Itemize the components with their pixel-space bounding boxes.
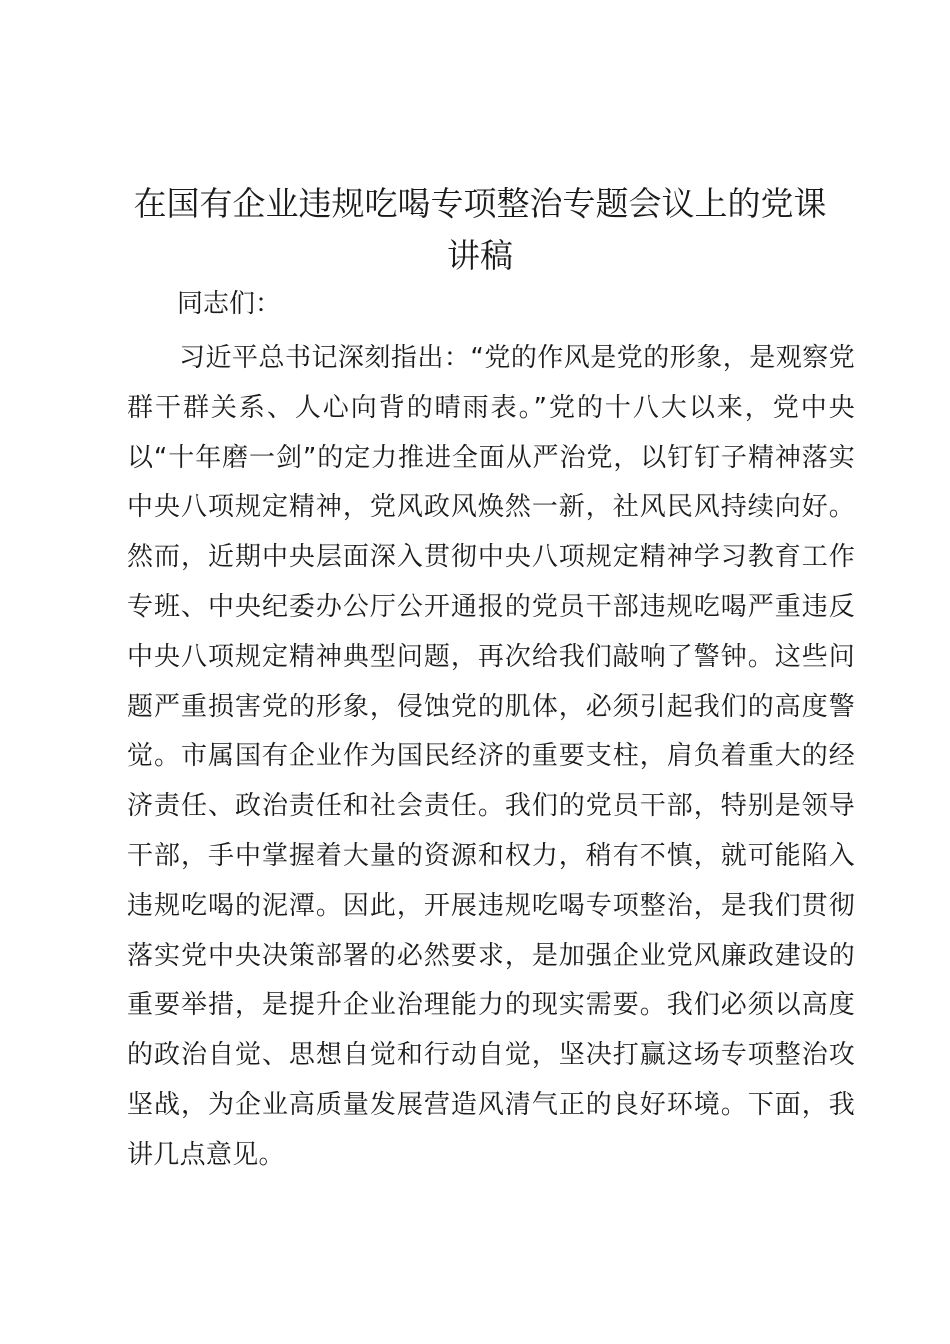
salutation: 同志们： <box>177 289 282 319</box>
body-paragraph: 习近平总书记深刻指出：“党的作风是党的形象，是观察党群干群关系、人心向背的晴雨表。”党的十八大以来，党中央以“十年磨一剑”的定力推进全面从严治党，以钉钉子精神落实中央八项规定精神，党风政风焕然一新，社风民风持续向好。然而，近期中央层面深入贯彻中央八项规定精神学习教育工作专班、中央纪委办公厅公开通报的党员干部违规吃喝严重违反中央八项规定精神典型问题，再次给我们敲响了警钟。这些问题严重损害党的形象，侵蚀党的肌体，必须引起我们的高度警觉。市属国有企业作为国民经济的重要支柱，肩负着重大的经济责任、政治责任和社会责任。我们的党员干部，特别是领导干部，手中掌握着大量的资源和权力，稍有不慎，就可能陷入违规吃喝的泥潭。因此，开展违规吃喝专项整治，是我们贯彻落实党中央决策部署的必然要求，是加强企业党风廉政建设的重要举措，是提升企业治理能力的现实需要。我们必须以高度的政治自觉、思想自觉和行动自觉，坚决打赢这场专项整治攻坚战，为企业高质量发展营造风清气正的良好环境。下面，我讲几点意见。 <box>127 343 855 1170</box>
document-title: 在国有企业违规吃喝专项整治专题会议上的党课讲稿 <box>133 184 827 275</box>
